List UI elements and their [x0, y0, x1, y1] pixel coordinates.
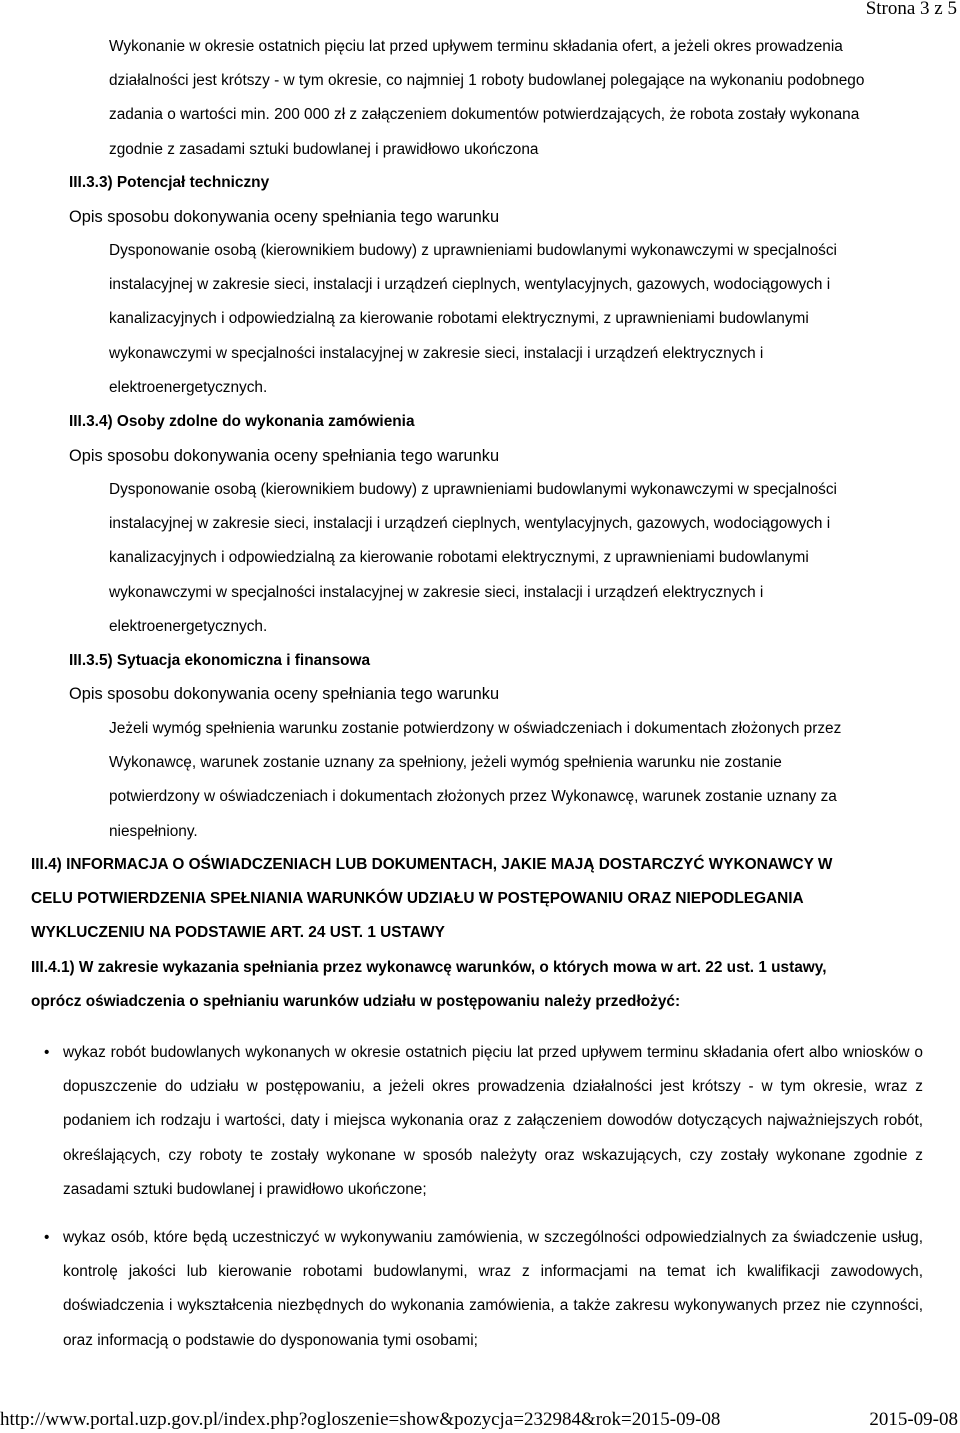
text-line: Wykonanie w okresie ostatnich pięciu lat przed upływem terminu składania ofert, a jeżeli okres prowadzenia: [109, 38, 843, 55]
heading-line: CELU POTWIERDZENIA SPEŁNIANIA WARUNKÓW UDZIAŁU W POSTĘPOWANIU ORAZ NIEPODLEGANIA: [31, 890, 804, 908]
bullet-icon: •: [44, 1229, 50, 1246]
text-line: Dysponowanie osobą (kierownikiem budowy) z uprawnieniami budowlanymi wykonawczymi w specjalności: [109, 481, 837, 498]
text-line: zadania o wartości min. 200 000 zł z załączeniem dokumentów potwierdzających, że robota zostały wykonana: [109, 106, 860, 124]
text-line: wykonawczymi w specjalności instalacyjnej w zakresie sieci, instalacji i urządzeń elektrycznych i: [109, 344, 764, 362]
text-line: instalacyjnej w zakresie sieci, instalacji i urządzeń cieplnych, wentylacyjnych, gazowych, wodociągowych i: [109, 276, 831, 294]
text-line: Jeżeli wymóg spełnienia warunku zostanie potwierdzony w oświadczeniach i dokumentach złożonych przez: [109, 720, 842, 737]
requirement-paragraph: [109, 30, 929, 167]
section-heading: III.3.3) Potencjał techniczny: [69, 174, 270, 191]
text-line: Dysponowanie osobą (kierownikiem budowy) z uprawnieniami budowlanymi wykonawczymi w specjalności: [109, 242, 837, 259]
section-subheading: Opis sposobu dokonywania oceny spełniania tego warunku: [69, 208, 500, 226]
text-line: elektroenergetycznych.: [109, 378, 268, 396]
list-item-text: wykaz osób, które będą uczestniczyć w wykonywaniu zamówienia, w szczególności odpowiedzialnych za świadczenie usług, kontrolę jakości lub kierowanie robotami budowlanymi, wraz z informacjami na temat ich kwalifikacji zawodowych, doświadczenia i wykształcenia niezbędnych do wykonania zamówienia, a także zakresu wykonywanych przez nie czynności, oraz informacją o podstawie do dysponowania tymi osobami;: [63, 1229, 923, 1349]
bullet-icon: •: [44, 1044, 50, 1061]
section-paragraph: [109, 234, 929, 405]
text-line: instalacyjnej w zakresie sieci, instalacji i urządzeń cieplnych, wentylacyjnych, gazowych, wodociągowych i: [109, 515, 831, 533]
heading-line: III.4.1) W zakresie wykazania spełniania przez wykonawcę warunków, o których mowa w art. 22 ust. 1 ustawy,: [31, 958, 827, 976]
footer-date: 2015-09-08: [869, 1409, 958, 1430]
text-line: Wykonawcę, warunek zostanie uznany za spełniony, jeżeli wymóg spełnienia warunku nie zostanie: [109, 754, 782, 772]
text-line: kanalizacyjnych i odpowiedzialną za kierowanie robotami elektrycznymi, z uprawnieniami budowlanymi: [109, 549, 809, 567]
section-subheading: Opis sposobu dokonywania oceny spełniania tego warunku: [69, 685, 500, 703]
heading-line: oprócz oświadczenia o spełnianiu warunków udziału w postępowaniu należy przedłożyć:: [31, 992, 681, 1010]
page-number-header: Strona 3 z 5: [865, 0, 957, 19]
section-paragraph: [109, 712, 929, 849]
section-heading: [31, 848, 832, 1019]
text-line: niespełniony.: [109, 822, 198, 840]
text-line: działalności jest krótszy - w tym okresie, co najmniej 1 roboty budowlanej polegające na wykonaniu podobnego: [109, 72, 865, 90]
list-item-text: wykaz robót budowlanych wykonanych w okresie ostatnich pięciu lat przed upływem terminu składania ofert albo wniosków o dopuszczenie do udziału w postępowaniu, a jeżeli okres prowadzenia działalności jest krótszy - w tym okresie, wraz z podaniem ich rodzaju i wartości, daty i miejsca wykonania oraz z załączeniem dowodów dotyczących najważniejszych robót, określających, czy roboty te zostały wykonane w sposób należyty oraz wskazujących, czy zostały wykonane zgodnie z zasadami sztuki budowlanej i prawidłowo ukończone;: [63, 1044, 923, 1198]
section-heading: III.3.5) Sytuacja ekonomiczna i finansowa: [69, 652, 371, 669]
heading-line: WYKLUCZENIU NA PODSTAWIE ART. 24 UST. 1 USTAWY: [31, 924, 445, 942]
heading-line: III.4) INFORMACJA O OŚWIADCZENIACH LUB DOKUMENTACH, JAKIE MAJĄ DOSTARCZYĆ WYKONAWCY W: [31, 856, 833, 873]
section-heading: III.3.4) Osoby zdolne do wykonania zamówienia: [69, 413, 415, 430]
footer-url: http://www.portal.uzp.gov.pl/index.php?ogloszenie=show&pozycja=232984&rok=2015-09-08: [0, 1409, 721, 1430]
text-line: elektroenergetycznych.: [109, 617, 268, 635]
section-paragraph: [109, 473, 929, 644]
section-subheading: Opis sposobu dokonywania oceny spełniania tego warunku: [69, 447, 500, 465]
text-line: kanalizacyjnych i odpowiedzialną za kierowanie robotami elektrycznymi, z uprawnieniami budowlanymi: [109, 310, 809, 328]
text-line: zgodnie z zasadami sztuki budowlanej i prawidłowo ukończona: [109, 140, 539, 158]
text-line: wykonawczymi w specjalności instalacyjnej w zakresie sieci, instalacji i urządzeń elektrycznych i: [109, 583, 764, 601]
text-line: potwierdzony w oświadczeniach i dokumentach złożonych przez Wykonawcę, warunek zostanie uznany za: [109, 788, 837, 806]
